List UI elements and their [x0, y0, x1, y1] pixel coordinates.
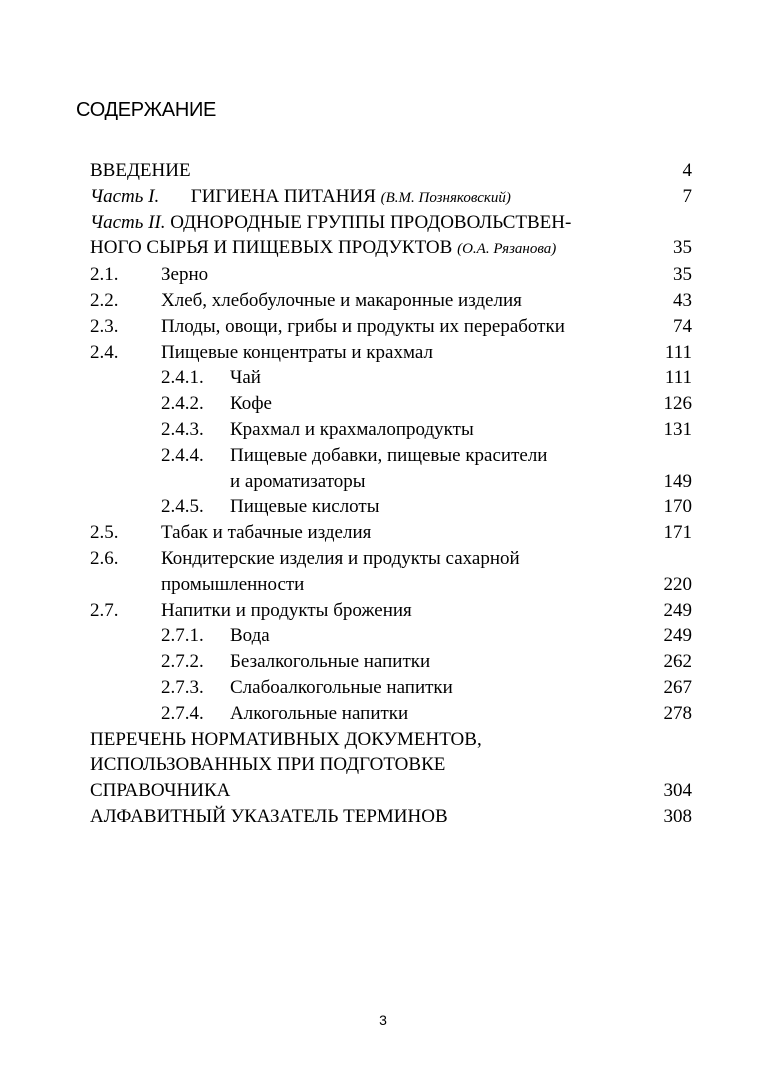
section-number: 2.4. [90, 341, 119, 363]
section-title-line-1: Кондитерские изделия и продукты сахарной [161, 547, 520, 569]
section-page: 111 [664, 341, 692, 363]
toc-subentry [90, 494, 692, 520]
toc-entry [90, 314, 692, 340]
section-number: 2.3. [90, 315, 119, 337]
section-number: 2.5. [90, 522, 119, 544]
subsection-number: 2.7.1. [161, 625, 204, 647]
part-label: Часть II. [90, 211, 166, 233]
subsection-number: 2.4.1. [161, 367, 204, 389]
entry-author: (В.М. Позняковский) [380, 189, 511, 206]
entry-title-line-2: ИСПОЛЬЗОВАННЫХ ПРИ ПОДГОТОВКЕ [90, 754, 446, 776]
subsection-page: 111 [664, 367, 692, 389]
section-title: Зерно [161, 264, 209, 286]
page-title: СОДЕРЖАНИЕ [76, 99, 217, 121]
toc-subentry [90, 649, 692, 675]
toc-entry-normative-docs-cont [90, 778, 692, 804]
subsection-title: Пищевые кислоты [230, 496, 380, 518]
subsection-number: 2.4.4. [161, 444, 204, 466]
subsection-page: 149 [663, 470, 692, 492]
entry-page: 4 [682, 160, 692, 181]
toc-subentry [90, 701, 692, 727]
toc-entry [90, 262, 692, 288]
subsection-title: Кофе [230, 393, 272, 415]
subsection-title: Алкогольные напитки [230, 702, 409, 724]
toc-entry [90, 546, 692, 572]
subsection-page: 249 [663, 625, 692, 647]
toc-entry [90, 288, 692, 314]
toc-entry-introduction [90, 158, 692, 184]
section-title: Пищевые концентраты и крахмал [161, 341, 433, 363]
subsection-title: Чай [230, 367, 261, 389]
subsection-title: Слабоалкогольные напитки [230, 676, 453, 698]
subsection-title: Крахмал и крахмалопродукты [230, 418, 474, 440]
toc-entry [90, 520, 692, 546]
entry-page: 7 [682, 185, 692, 207]
subsection-page: 278 [663, 702, 692, 724]
entry-page: 304 [663, 780, 692, 802]
table-of-contents [90, 158, 692, 830]
entry-title-line-1: ПЕРЕЧЕНЬ НОРМАТИВНЫХ ДОКУМЕНТОВ, [90, 728, 482, 750]
entry-title-line-3: СПРАВОЧНИКА [90, 780, 231, 802]
subsection-number: 2.7.4. [161, 702, 204, 724]
toc-subentry [90, 391, 692, 417]
section-number: 2.2. [90, 289, 119, 311]
section-page: 74 [673, 315, 692, 337]
subsection-page: 131 [663, 418, 692, 440]
entry-title: ВВЕДЕНИЕ [90, 160, 191, 181]
toc-subentry [90, 417, 692, 443]
section-number: 2.7. [90, 599, 119, 621]
subsection-number: 2.4.2. [161, 393, 204, 415]
section-title: Напитки и продукты брожения [161, 599, 412, 621]
section-title: Табак и табачные изделия [161, 522, 372, 544]
section-title-line-2: промышленности [161, 573, 305, 595]
part-label: Часть I. [90, 185, 160, 207]
entry-title-line-2: НОГО СЫРЬЯ И ПИЩЕВЫХ ПРОДУКТОВ [90, 237, 453, 259]
entry-author: (О.А. Рязанова) [457, 241, 557, 258]
toc-entry-part-1 [90, 184, 692, 210]
subsection-number: 2.7.3. [161, 676, 204, 698]
entry-title: АЛФАВИТНЫЙ УКАЗАТЕЛЬ ТЕРМИНОВ [90, 805, 448, 827]
toc-subentry [90, 443, 692, 469]
subsection-title: Безалкогольные напитки [230, 651, 431, 673]
section-number: 2.6. [90, 547, 119, 569]
entry-title-line-1: ОДНОРОДНЫЕ ГРУППЫ ПРОДОВОЛЬСТВЕН- [170, 211, 572, 233]
entry-page: 35 [673, 237, 692, 259]
section-page: 249 [663, 599, 692, 621]
section-page: 43 [673, 289, 692, 311]
toc-subentry-cont [90, 469, 692, 495]
page-number: 3 [379, 1012, 387, 1028]
entry-title: ГИГИЕНА ПИТАНИЯ [190, 185, 376, 207]
subsection-number: 2.4.3. [161, 418, 204, 440]
subsection-title-line-2: и ароматизаторы [230, 470, 366, 492]
toc-entry-part-2 [90, 210, 692, 236]
toc-entry-part-2-cont [90, 235, 692, 261]
section-page: 220 [663, 573, 692, 595]
toc-entry-normative-docs-cont [90, 752, 692, 778]
subsection-page: 267 [663, 676, 692, 698]
toc-subentry [90, 365, 692, 391]
section-number: 2.1. [90, 264, 119, 286]
toc-entry-index [90, 804, 692, 830]
toc-subentry [90, 675, 692, 701]
section-title: Плоды, овощи, грибы и продукты их переработки [161, 315, 565, 337]
toc-entry [90, 598, 692, 624]
section-page: 171 [663, 522, 692, 544]
subsection-number: 2.4.5. [161, 496, 204, 518]
subsection-page: 262 [663, 651, 692, 673]
subsection-title: Вода [230, 625, 270, 647]
section-page: 35 [673, 264, 692, 286]
subsection-page: 126 [663, 393, 692, 415]
entry-page: 308 [663, 805, 692, 827]
toc-entry-normative-docs [90, 727, 692, 753]
toc-entry-cont [90, 572, 692, 598]
toc-subentry [90, 623, 692, 649]
subsection-title-line-1: Пищевые добавки, пищевые красители [230, 444, 548, 466]
section-title: Хлеб, хлебобулочные и макаронные изделия [161, 289, 522, 311]
toc-entry [90, 340, 692, 366]
subsection-number: 2.7.2. [161, 651, 204, 673]
subsection-page: 170 [663, 496, 692, 518]
